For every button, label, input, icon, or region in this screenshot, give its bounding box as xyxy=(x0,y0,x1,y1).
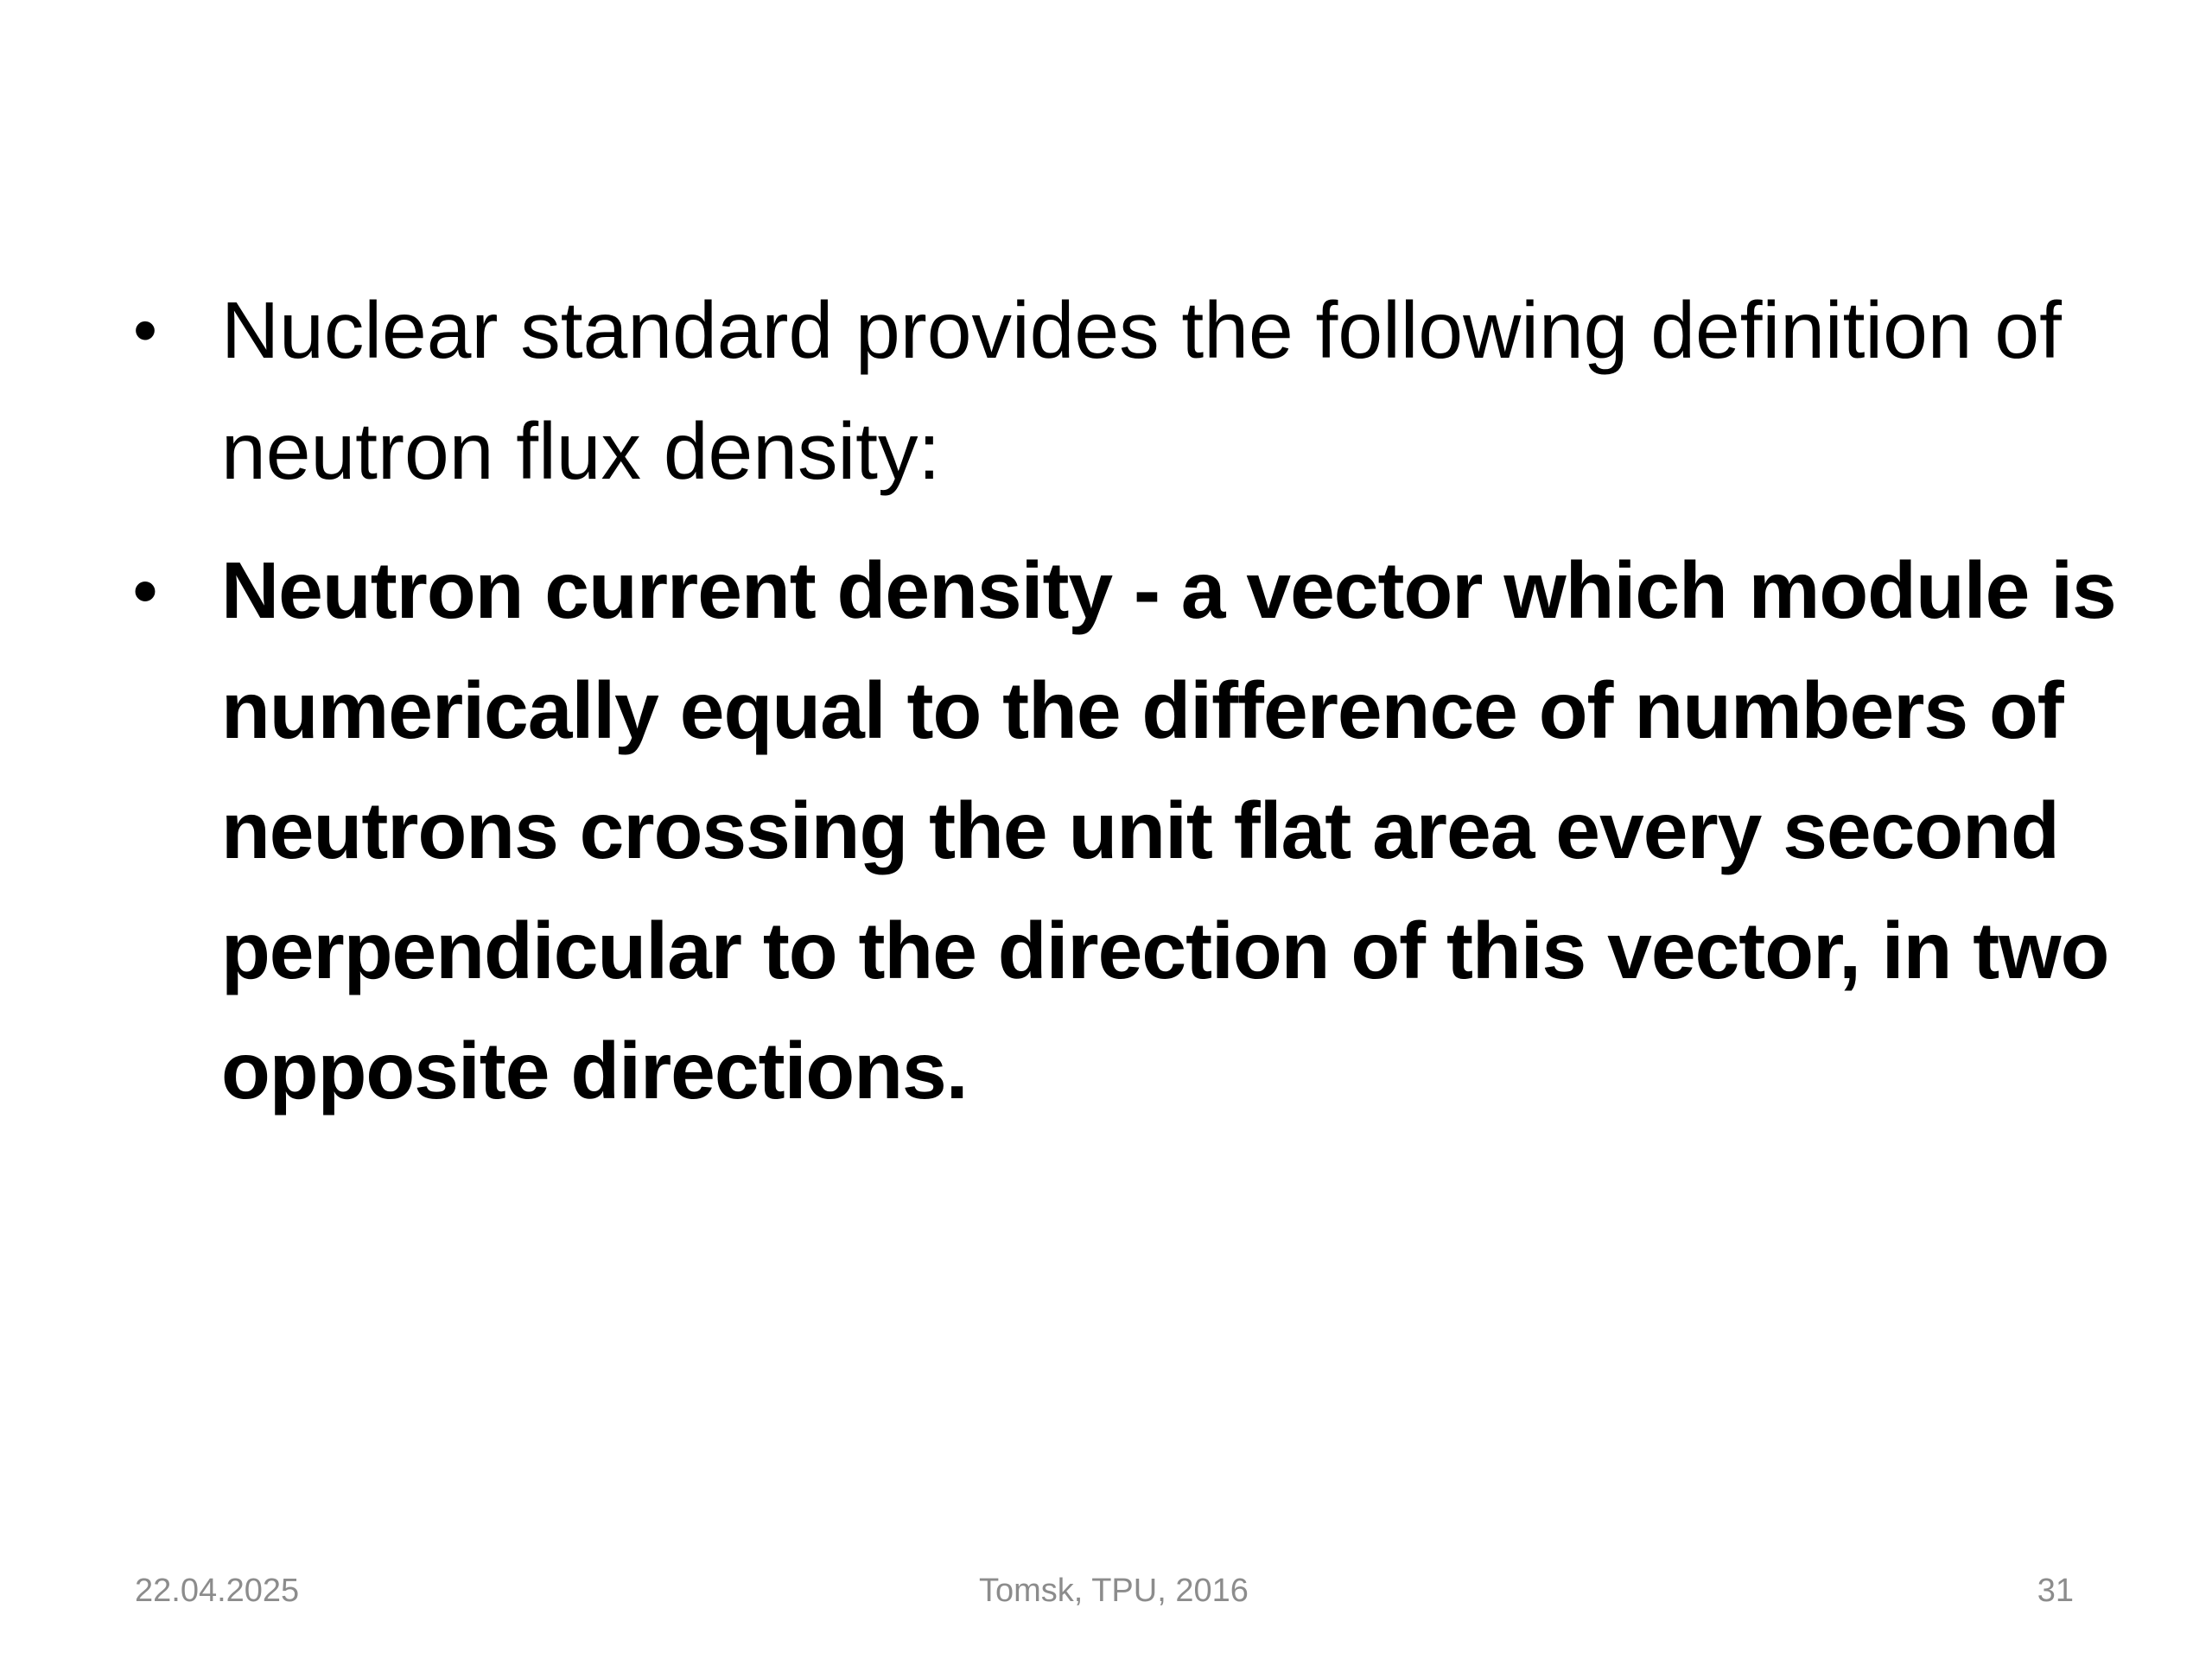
slide-body xyxy=(130,270,2117,1131)
bullet-marker: • xyxy=(133,291,158,368)
slide-number: 31 xyxy=(2037,1573,2074,1609)
bullet-text: Nuclear standard provides the following definition of neutron flux density: xyxy=(221,285,2062,496)
bullet-item-standard xyxy=(130,270,2117,512)
footer-date: 22.04.2025 xyxy=(135,1573,300,1609)
footer-center-text: Tomsk, TPU, 2016 xyxy=(979,1573,1249,1609)
bullet-text: Neutron current density - a vector which module is numerically equal to the difference of numbers of neutrons crossing the unit flat area every second perpendicular to the direction of this vector, in two opposite directions. xyxy=(221,545,2116,1116)
bullet-item-definition xyxy=(130,531,2117,1131)
bullet-marker: • xyxy=(133,552,157,629)
